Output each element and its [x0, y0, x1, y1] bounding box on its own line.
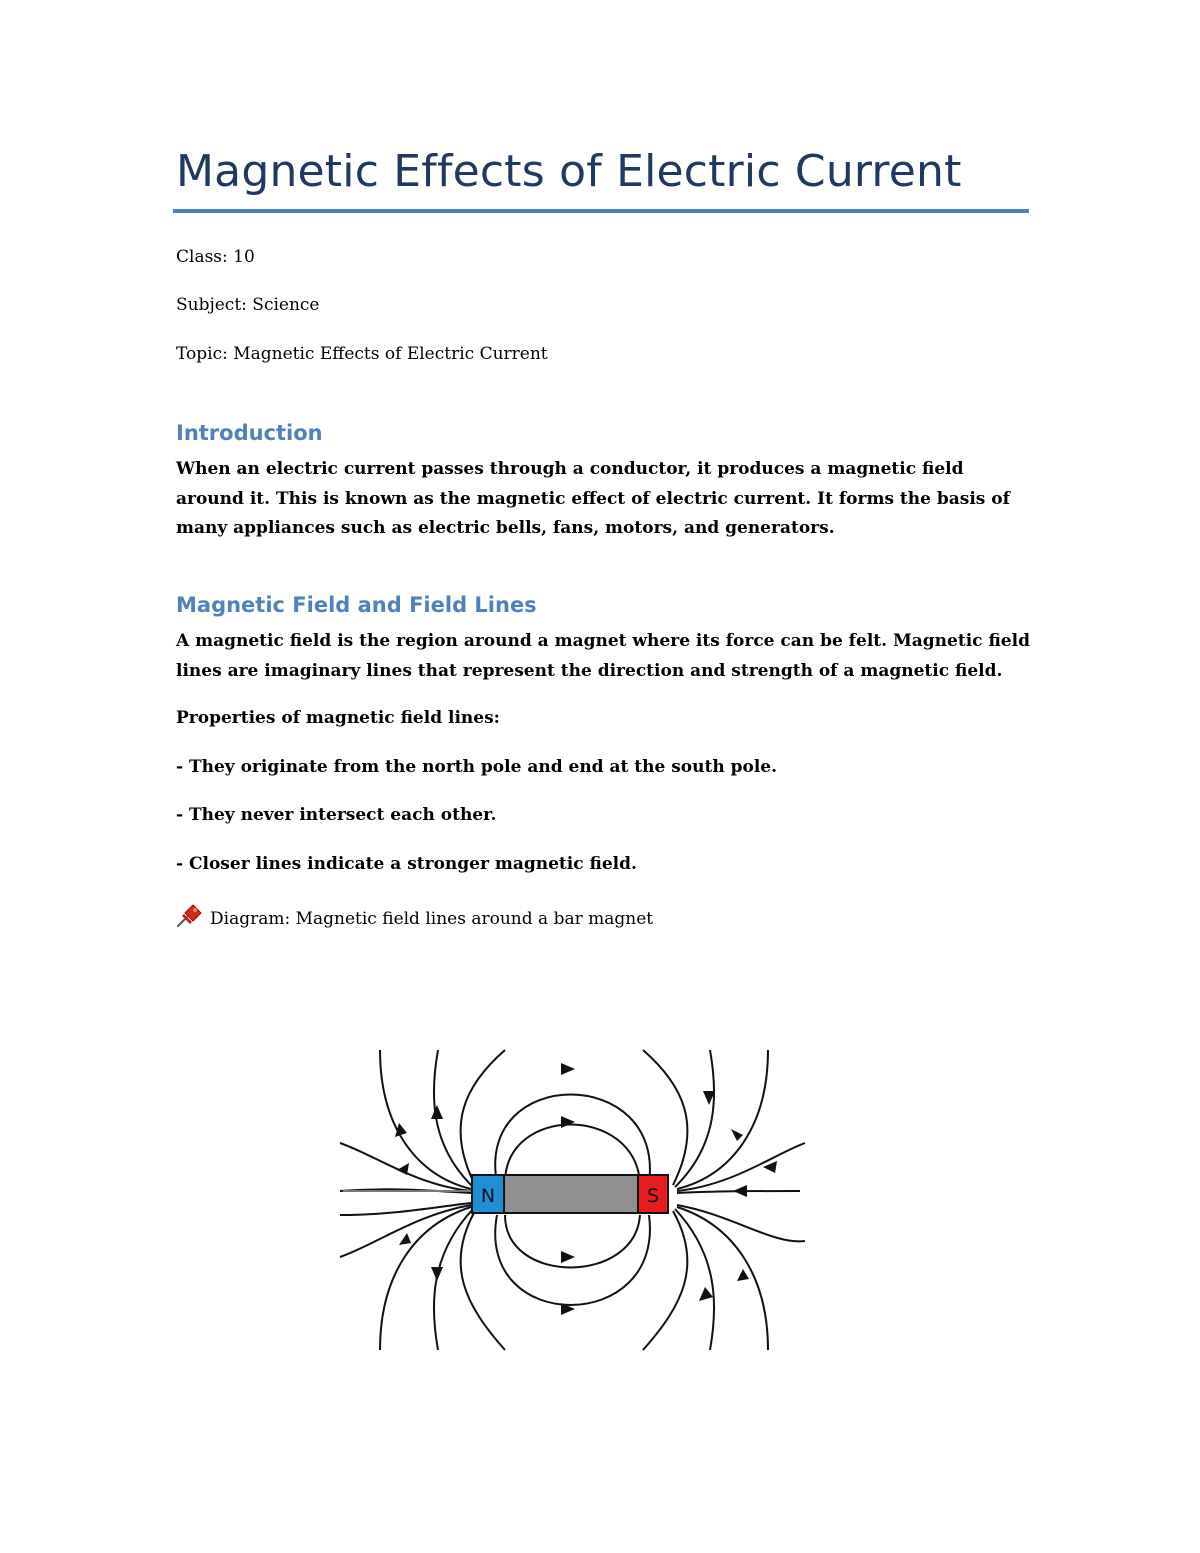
north-label: N	[480, 1185, 496, 1207]
diagram-caption: Diagram: Magnetic field lines around a bar magnet	[210, 909, 654, 929]
magnetic-field-body: A magnetic field is the region around a magnet where its force can be felt. Magnetic field lines are imaginary lines that represent the direction and strength of a magnetic field.	[176, 631, 1030, 681]
class-label: Class:	[176, 247, 228, 267]
arrow-icon	[561, 1116, 575, 1128]
field-line	[340, 1205, 471, 1257]
arrow-icon	[731, 1129, 743, 1141]
introduction-body: When an electric current passes through a conductor, it produces a magnetic field around it. This is known as the magnetic effect of electric current. It forms the basis of many appliances such as electric bells, fans, motors, and generators.	[176, 459, 1010, 538]
field-line	[495, 1095, 650, 1184]
arrow-icon	[561, 1251, 575, 1263]
page-title: Magnetic Effects of Electric Current	[176, 146, 962, 197]
pushpin-icon	[176, 904, 202, 933]
arrow-icon	[737, 1269, 749, 1281]
field-line	[461, 1211, 505, 1350]
property-item-3: - Closer lines indicate a stronger magnetic field.	[176, 854, 637, 874]
bar-magnet-field-diagram	[335, 1045, 815, 1359]
arrow-icon	[399, 1233, 411, 1245]
topic-label: Topic:	[176, 344, 228, 364]
field-line	[677, 1143, 805, 1191]
topic-line	[176, 344, 548, 364]
field-line	[495, 1215, 650, 1305]
field-lines-figure	[335, 1045, 815, 1355]
properties-label: Properties of magnetic field lines:	[176, 708, 500, 728]
arrow-icon	[699, 1287, 713, 1301]
field-line	[505, 1215, 640, 1268]
arrow-icon	[397, 1163, 409, 1175]
property-item-2: - They never intersect each other.	[176, 805, 497, 825]
south-label: S	[646, 1185, 660, 1207]
arrow-icon	[561, 1063, 575, 1075]
class-value: 10	[233, 247, 255, 267]
field-line	[461, 1050, 505, 1185]
magnetic-field-heading: Magnetic Field and Field Lines	[176, 593, 537, 617]
topic-value: Magnetic Effects of Electric Current	[233, 344, 548, 364]
arrow-icon	[431, 1267, 443, 1281]
diagram-caption-line	[176, 904, 653, 933]
arrow-icon	[733, 1185, 747, 1197]
property-item-1: - They originate from the north pole and end at the south pole.	[176, 757, 778, 777]
arrow-icon	[431, 1105, 443, 1119]
introduction-heading: Introduction	[176, 421, 323, 445]
subject-line	[176, 295, 320, 315]
subject-label: Subject:	[176, 295, 247, 315]
class-line	[176, 247, 255, 267]
subject-value: Science	[252, 295, 320, 315]
magnet-bar	[504, 1175, 638, 1213]
title-underline	[173, 209, 1029, 213]
